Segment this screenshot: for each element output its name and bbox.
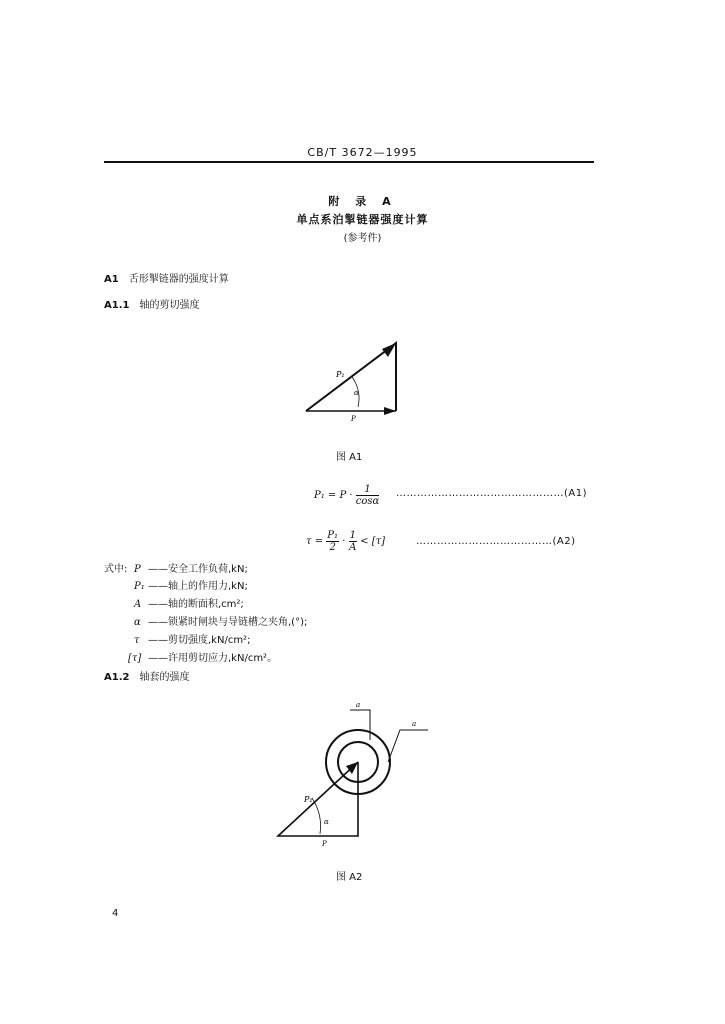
where-item-p (134, 560, 248, 575)
label-p1: P₁ (336, 370, 345, 379)
where-symbol: τ (134, 635, 140, 646)
appendix-subtitle: 单点系泊掣链器强度计算 (296, 213, 429, 226)
appendix-note: (参考件) (343, 233, 382, 244)
leader-dots: ………………………………… (416, 536, 553, 547)
where-description: ——锁紧时闸块与导链槽之夹角,(°); (148, 617, 308, 628)
equation-tag: (A1) (564, 488, 588, 499)
section-a1-2-heading (104, 668, 189, 683)
figure-a2-caption: 图 A2 (336, 872, 363, 883)
force-triangle (278, 762, 358, 836)
where-symbol: A (134, 599, 142, 610)
section-a1-1-heading (104, 296, 199, 311)
label-a-top: a (356, 701, 361, 709)
section-number: A1.1 (104, 300, 130, 311)
leader-line-top (350, 710, 370, 740)
section-title: 舌形掣链器的强度计算 (128, 274, 229, 285)
section-title: 轴的剪切强度 (139, 300, 200, 311)
figure-a2-diagram (270, 700, 440, 850)
where-intro: 式中: (104, 564, 128, 575)
numerator: 1 (349, 530, 356, 541)
equation-a2-leader (416, 536, 576, 547)
denominator: 2 (329, 542, 336, 553)
where-item-tau (134, 631, 250, 646)
arrow-head-icon (382, 343, 396, 357)
label-alpha: α (354, 389, 359, 397)
where-symbol: P₁ (134, 581, 145, 592)
where-description: ——许用剪切应力,kN/cm²。 (148, 653, 278, 664)
where-symbol: P (134, 564, 141, 575)
where-description: ——安全工作负荷,kN; (148, 564, 248, 575)
equation-rhs: < [τ] (360, 536, 386, 547)
where-description: ——剪切强度,kN/cm²; (148, 635, 251, 646)
fraction (356, 484, 380, 507)
equation-tag: (A2) (552, 536, 576, 547)
leader-line-right (388, 730, 428, 762)
arrow-head-icon (384, 407, 396, 415)
equation-lhs: P₁ = P · (314, 490, 353, 501)
denominator: cosα (355, 496, 380, 507)
label-p: P (351, 415, 356, 423)
equation-a1 (314, 484, 379, 507)
leader-dots: ………………………………………… (396, 488, 564, 499)
where-description: ——轴上的作用力,kN; (148, 581, 248, 592)
page-number: 4 (112, 908, 119, 919)
figure-a1-caption: 图 A1 (336, 452, 363, 463)
section-title: 轴套的强度 (139, 672, 190, 683)
section-number: A1.2 (104, 672, 130, 683)
where-symbol: α (134, 617, 141, 628)
force-triangle (306, 343, 396, 411)
appendix-title: 附 录 A (328, 195, 397, 208)
equation-a1-leader (396, 488, 587, 499)
header-rule (104, 161, 594, 163)
fraction (326, 530, 339, 553)
where-description: ——轴的断面积,cm²; (148, 599, 244, 610)
figure-a1-diagram (300, 335, 410, 430)
where-item-allowable-tau (128, 649, 277, 664)
where-item-alpha (134, 613, 307, 628)
where-item-a (134, 595, 244, 610)
section-a1-heading (104, 270, 229, 285)
where-symbol: [τ] (128, 653, 142, 664)
label-a-right: a (412, 720, 417, 728)
equation-a2 (306, 530, 385, 553)
numerator: P₁ (327, 530, 339, 541)
equation-lhs: τ = (306, 536, 324, 547)
numerator: 1 (356, 484, 380, 496)
label-p1: P₁ (304, 795, 313, 804)
label-p: P (322, 840, 327, 848)
where-item-p1 (134, 577, 248, 592)
standard-number: CB/T 3672—1995 (307, 146, 418, 159)
denominator: A (349, 542, 357, 553)
label-alpha: α (324, 818, 329, 826)
equation-dot: · (342, 536, 346, 547)
fraction (349, 530, 357, 553)
section-number: A1 (104, 274, 119, 285)
